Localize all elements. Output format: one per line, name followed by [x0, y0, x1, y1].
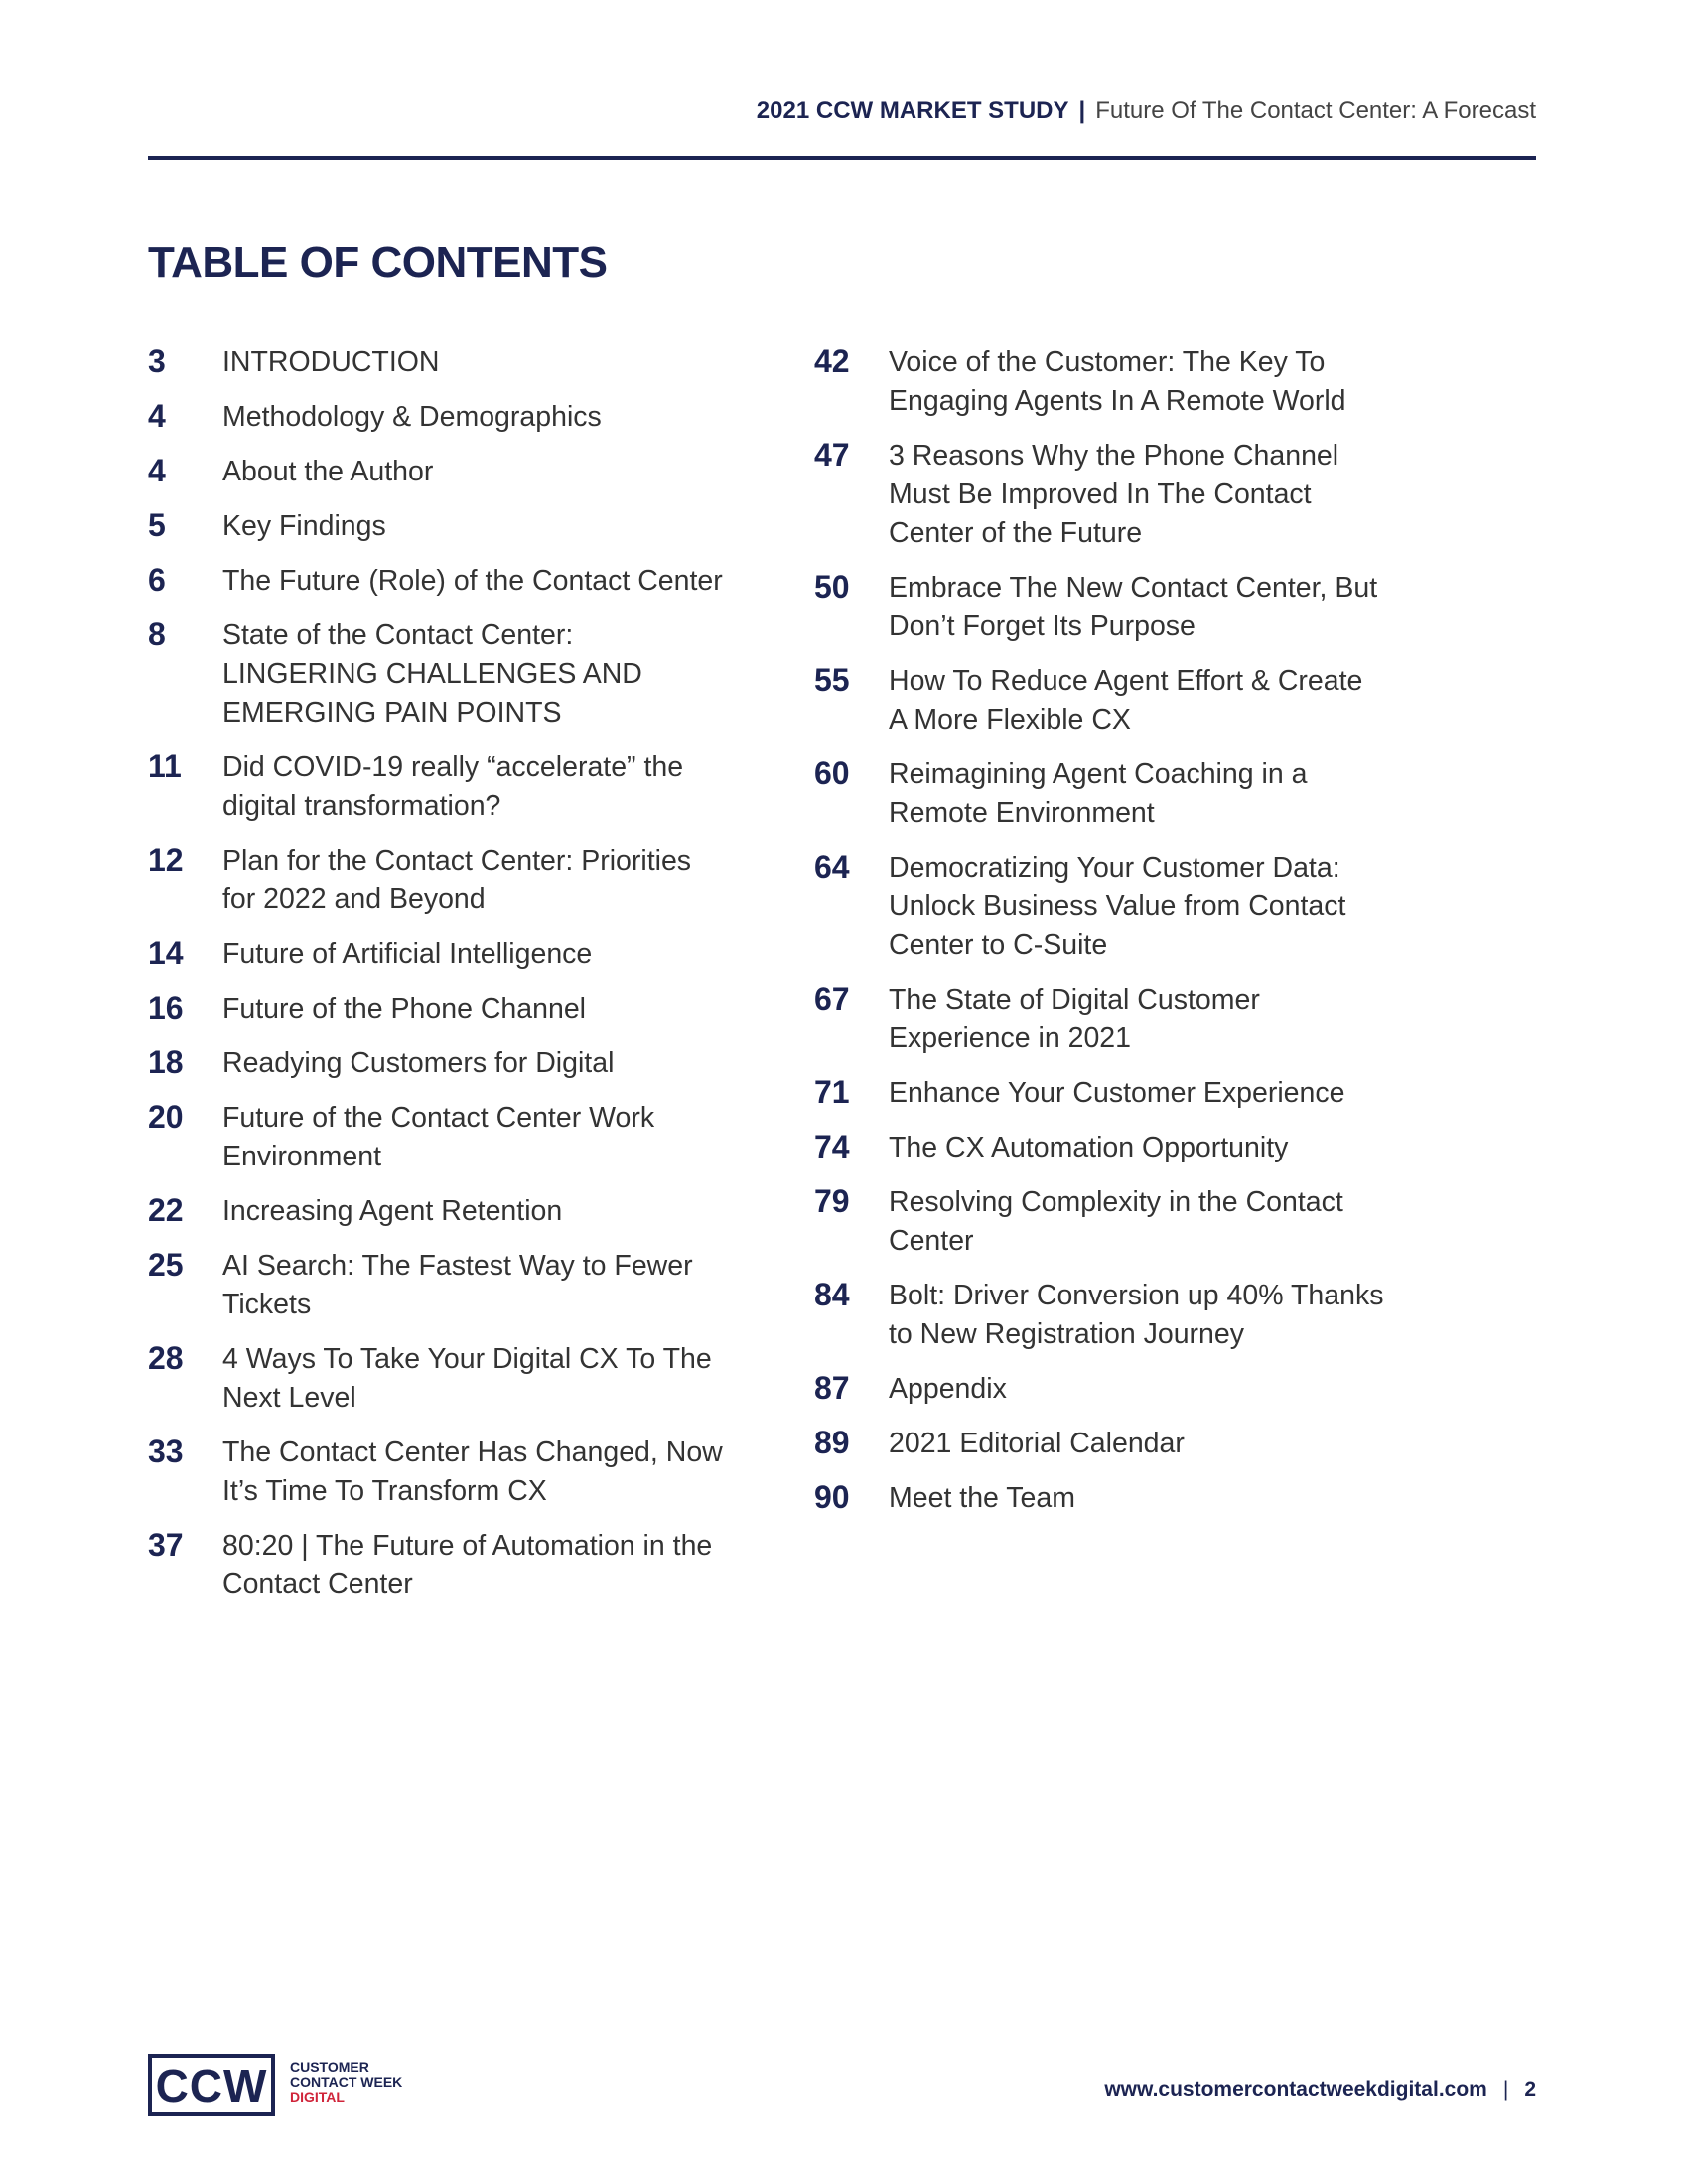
logo-line-digital: DIGITAL — [290, 2089, 345, 2105]
page-header — [757, 95, 1536, 127]
toc-page-number: 12 — [148, 842, 184, 878]
toc-page-number: 18 — [148, 1044, 184, 1080]
toc-page-number: 64 — [814, 849, 850, 885]
toc-entry[interactable] — [148, 1098, 764, 1176]
toc-page-number: 60 — [814, 755, 850, 791]
toc-page-number: 4 — [148, 453, 166, 488]
toc-entry[interactable] — [814, 1369, 1430, 1409]
logo-mark: CCW — [148, 2054, 275, 2116]
toc-entry-title: Future of the Contact Center Work Environment — [222, 1102, 655, 1172]
toc-entry[interactable] — [148, 1433, 764, 1511]
toc-entry-title: The Contact Center Has Changed, Now It’s Time To Transform CX — [222, 1436, 723, 1507]
toc-page-number: 22 — [148, 1192, 184, 1228]
header-divider — [148, 156, 1536, 160]
toc-entry[interactable] — [814, 1424, 1430, 1463]
footer-separator: | — [1502, 2078, 1509, 2101]
toc-page-number: 14 — [148, 935, 184, 971]
toc-page-number: 37 — [148, 1527, 184, 1563]
toc-entry[interactable] — [814, 980, 1430, 1058]
toc-page-number: 89 — [814, 1425, 850, 1460]
logo-line-customer: CUSTOMER — [290, 2059, 369, 2075]
toc-entry[interactable] — [814, 1182, 1430, 1261]
header-separator: | — [1078, 97, 1086, 124]
toc-entry-title: Future of Artificial Intelligence — [222, 938, 593, 970]
toc-page-number: 8 — [148, 616, 166, 652]
toc-page-number: 79 — [814, 1183, 850, 1219]
toc-page-number: 4 — [148, 398, 166, 434]
toc-left-column — [148, 342, 764, 1619]
toc-entry[interactable] — [814, 342, 1430, 421]
toc-entry-title: 4 Ways To Take Your Digital CX To The Next Level — [222, 1343, 712, 1414]
toc-entry-title: INTRODUCTION — [222, 346, 440, 378]
toc-page-number: 42 — [814, 343, 850, 379]
toc-entry[interactable] — [148, 1246, 764, 1324]
toc-entry[interactable] — [814, 568, 1430, 646]
toc-entry-title: The CX Automation Opportunity — [889, 1132, 1289, 1163]
toc-entry-title: Key Findings — [222, 510, 386, 542]
toc-entry-title: Embrace The New Contact Center, But Don’t Forget Its Purpose — [889, 572, 1378, 642]
page-number: 2 — [1524, 2078, 1536, 2101]
toc-entry[interactable] — [814, 1128, 1430, 1167]
toc-entry-title: About the Author — [222, 456, 434, 487]
toc-entry[interactable] — [148, 934, 764, 974]
toc-page-number: 11 — [148, 749, 182, 784]
toc-entry[interactable] — [814, 661, 1430, 740]
toc-page-number: 71 — [814, 1074, 850, 1110]
toc-page-number: 55 — [814, 662, 850, 698]
toc-entry-title: Voice of the Customer: The Key To Engaging Agents In A Remote World — [889, 346, 1346, 417]
toc-entry-title: Meet the Team — [889, 1482, 1075, 1514]
toc-entry-title: Did COVID-19 really “accelerate” the digital transformation? — [222, 751, 684, 822]
toc-entry-title: Bolt: Driver Conversion up 40% Thanks to New Registration Journey — [889, 1280, 1384, 1350]
toc-entry-title: 80:20 | The Future of Automation in the Contact Center — [222, 1530, 713, 1600]
toc-entry[interactable] — [148, 1043, 764, 1083]
page-footer — [1104, 2078, 1536, 2102]
toc-entry-title: Future of the Phone Channel — [222, 993, 587, 1024]
toc-page-number: 84 — [814, 1277, 850, 1312]
toc-page-number: 3 — [148, 343, 166, 379]
toc-entry-title: State of the Contact Center: LINGERING CHALLENGES AND EMERGING PAIN POINTS — [222, 619, 642, 729]
toc-page-number: 90 — [814, 1479, 850, 1515]
toc-entry[interactable] — [148, 561, 764, 601]
toc-entry[interactable] — [814, 1073, 1430, 1113]
toc-page-number: 87 — [814, 1370, 850, 1406]
toc-entry[interactable] — [814, 436, 1430, 553]
toc-entry-title: 3 Reasons Why the Phone Channel Must Be Improved In The Contact Center of the Future — [889, 440, 1339, 549]
toc-entry[interactable] — [148, 841, 764, 919]
toc-entry[interactable] — [814, 1276, 1430, 1354]
toc-entry[interactable] — [148, 748, 764, 826]
logo-line-contact-week: CONTACT WEEK — [290, 2074, 403, 2090]
toc-entry[interactable] — [148, 1526, 764, 1604]
toc-entry[interactable] — [148, 1191, 764, 1231]
toc-entry-title: Appendix — [889, 1373, 1007, 1405]
toc-entry-title: Increasing Agent Retention — [222, 1195, 563, 1227]
toc-page-number: 5 — [148, 507, 166, 543]
toc-entry[interactable] — [148, 397, 764, 437]
toc-page-number: 33 — [148, 1433, 184, 1469]
toc-page-number: 16 — [148, 990, 184, 1025]
toc-entry[interactable] — [148, 506, 764, 546]
toc-entry-title: Resolving Complexity in the Contact Center — [889, 1186, 1343, 1257]
toc-entry[interactable] — [148, 989, 764, 1028]
report-name: 2021 CCW MARKET STUDY — [756, 97, 1069, 124]
toc-entry-title: 2021 Editorial Calendar — [889, 1428, 1185, 1459]
logo-wordmark — [290, 2060, 402, 2105]
toc-page-number: 25 — [148, 1247, 184, 1283]
toc-entry[interactable] — [148, 452, 764, 491]
toc-entry-title: How To Reduce Agent Effort & Create A More Flexible CX — [889, 665, 1363, 736]
toc-page-number: 47 — [814, 437, 850, 473]
toc-entry[interactable] — [814, 754, 1430, 833]
toc-entry[interactable] — [814, 1478, 1430, 1518]
toc-right-column — [814, 342, 1430, 1533]
toc-entry[interactable] — [148, 342, 764, 382]
toc-entry-title: The State of Digital Customer Experience in 2021 — [889, 984, 1260, 1054]
toc-page-number: 20 — [148, 1099, 184, 1135]
toc-page-number: 50 — [814, 569, 850, 605]
toc-entry[interactable] — [814, 848, 1430, 965]
report-subtitle: Future Of The Contact Center: A Forecast — [1095, 97, 1536, 124]
toc-page-number: 67 — [814, 981, 850, 1017]
toc-entry-title: The Future (Role) of the Contact Center — [222, 565, 723, 597]
toc-entry[interactable] — [148, 1339, 764, 1418]
toc-entry-title: Readying Customers for Digital — [222, 1047, 615, 1079]
toc-entry-title: Enhance Your Customer Experience — [889, 1077, 1345, 1109]
toc-page-number: 28 — [148, 1340, 184, 1376]
page-title: TABLE OF CONTENTS — [148, 238, 608, 287]
toc-entry-title: Democratizing Your Customer Data: Unlock Business Value from Contact Center to C-Suite — [889, 852, 1346, 961]
toc-entry-title: Plan for the Contact Center: Priorities for 2022 and Beyond — [222, 845, 692, 915]
toc-page-number: 6 — [148, 562, 166, 598]
toc-page-number: 74 — [814, 1129, 850, 1164]
toc-entry-title: Reimagining Agent Coaching in a Remote Environment — [889, 758, 1308, 829]
toc-entry-title: AI Search: The Fastest Way to Fewer Tickets — [222, 1250, 693, 1320]
toc-entry-title: Methodology & Demographics — [222, 401, 602, 433]
toc-entry[interactable] — [148, 615, 764, 733]
website-link[interactable]: www.customercontactweekdigital.com — [1104, 2078, 1487, 2101]
